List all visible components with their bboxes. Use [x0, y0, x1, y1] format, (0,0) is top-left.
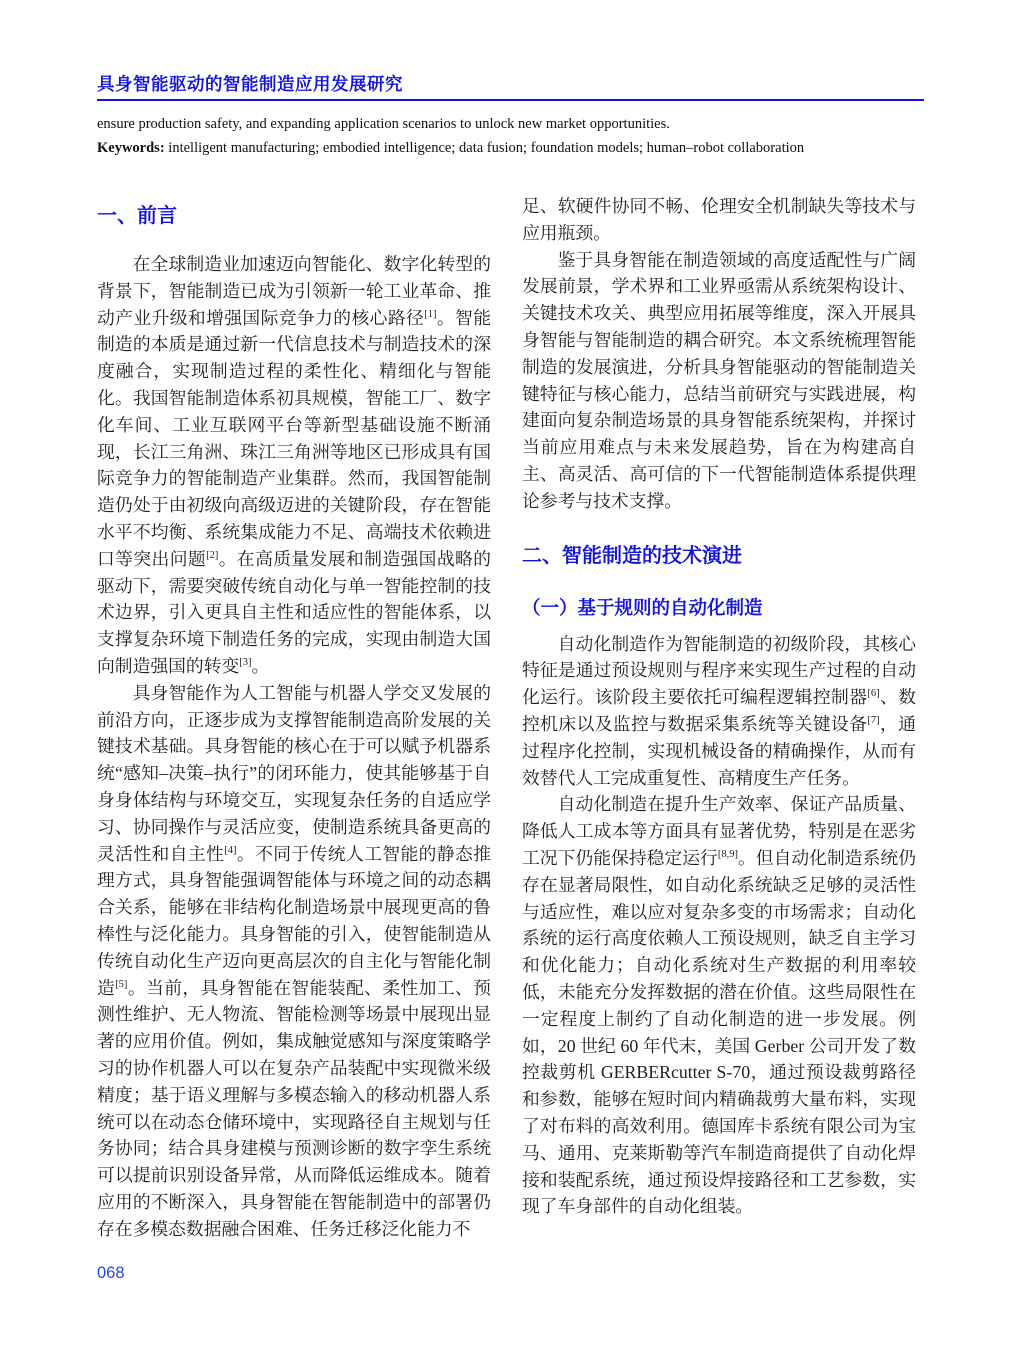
paragraph-continuation: 足、软硬件协同不畅、伦理安全机制缺失等技术与应用瓶颈。: [522, 196, 916, 243]
section-heading-intro: 一、前言: [97, 205, 177, 227]
running-head-title: 具身智能驱动的智能制造应用发展研究: [97, 74, 403, 94]
paragraph-automation-1: 自动化制造作为智能制造的初级阶段，其核心特征是通过预设规则与程序来实现生产过程的自动化运行。该阶段主要依托可编程逻辑控制器[6]、数控机床以及监控与数据采集系统等关键设备[7]，通过程序化控制，实现机械设备的精确操作，从而有效替代人工完成重复性、高精度生产任务。: [522, 633, 916, 788]
abstract-tail-line: ensure production safety, and expanding application scenarios to unlock new market opportunities.: [97, 116, 670, 132]
right-column: [522, 193, 916, 1220]
paragraph-automation-2: 自动化制造在提升生产效率、保证产品质量、降低人工成本等方面具有显著优势，特别是在恶劣工况下仍能保持稳定运行[8,9]。但自动化制造系统仍存在显著局限性，如自动化系统缺乏足够的灵活性与适应性，难以应对复杂多变的市场需求；自动化系统的运行高度依赖人工预设规则，缺乏自主学习和优化能力；自动化系统对生产数据的利用率较低，未能充分发挥数据的潜在价值。这些局限性在一定程度上制约了自动化制造的进一步发展。例如，20 世纪 60 年代末，美国 Gerber 公司开发了数控裁剪机 GERBERcutter S-70，通过预设裁剪路径和参数，能够在短时间内精确裁剪大量布料，实现了对布料的高效利用。德国库卡系统有限公司为宝马、通用、克莱斯勒等汽车制造商提供了自动化焊接和装配系统，通过预设焊接路径和工艺参数，实现了车身部件的自动化组装。: [522, 794, 916, 1217]
header-rule: [97, 99, 924, 101]
keywords-line: [97, 136, 927, 160]
section-heading-evolution: 二、智能制造的技术演进: [522, 544, 742, 567]
english-abstract-block: [97, 112, 927, 160]
paragraph-intro-2: 具身智能作为人工智能与机器人学交叉发展的前沿方向，正逐步成为支撑智能制造高阶发展的关键技术基础。具身智能的核心在于可以赋予机器系统“感知–决策–执行”的闭环能力，使其能够基于自身身体结构与环境交互，实现复杂任务的自适应学习、协同操作与灵活应变，使制造系统具备更高的灵活性和自主性[4]。不同于传统人工智能的静态推理方式，具身智能强调智能体与环境之间的动态耦合关系，能够在非结构化制造场景中展现更高的鲁棒性与泛化能力。具身智能的引入，使智能制造从传统自动化生产迈向更高层次的自主化与智能化制造[5]。当前，具身智能在智能装配、柔性加工、预测性维护、无人物流、智能检测等场景中展现出显著的应用价值。例如，集成触觉感知与深度策略学习的协作机器人可以在复杂产品装配中实现微米级精度；基于语义理解与多模态输入的移动机器人系统可以在动态仓储环境中，实现路径自主规划与任务协同；结合具身建模与预测诊断的数字孪生系统可以提前识别设备异常，从而降低运维成本。随着应用的不断深入，具身智能在智能制造中的部署仍存在多模态数据融合困难、任务迁移泛化能力不: [97, 682, 491, 1239]
left-column: [97, 198, 491, 1242]
paragraph-intro-3: 鉴于具身智能在制造领域的高度适配性与广阔发展前景，学术界和工业界亟需从系统架构设计、关键技术攻关、典型应用拓展等维度，深入开展具身智能与智能制造的耦合研究。本文系统梳理智能制造的发展演进，分析具身智能驱动的智能制造关键特征与核心能力，总结当前研究与实践进展，构建面向复杂制造场景的具身智能系统架构，并探讨当前应用难点与未来发展趋势，旨在为构建高自主、高灵活、高可信的下一代智能制造体系提供理论参考与技术支撑。: [522, 249, 916, 511]
paragraph-intro-1: 在全球制造业加速迈向智能化、数字化转型的背景下，智能制造已成为引领新一轮工业革命、推动产业升级和增强国际竞争力的核心路径[1]。智能制造的本质是通过新一代信息技术与制造技术的深度融合，实现制造过程的柔性化、精细化与智能化。我国智能制造体系初具规模，智能工厂、数字化车间、工业互联网平台等新型基础设施不断涌现，长江三角洲、珠江三角洲等地区已形成具有国际竞争力的智能制造产业集群。然而，我国智能制造仍处于由初级向高级迈进的关键阶段，存在智能水平不均衡、系统集成能力不足、高端技术依赖进口等突出问题[2]。在高质量发展和制造强国战略的驱动下，需要突破传统自动化与单一智能控制的技术边界，引入更具自主性和适应性的智能体系，以支撑复杂环境下制造任务的完成，实现由制造大国向制造强国的转变[3]。: [97, 254, 491, 676]
subsection-heading-rule-based: （一）基于规则的自动化制造: [522, 596, 763, 618]
keywords-text: intelligent manufacturing; embodied intelligence; data fusion; foundation models; human–robot collaboration: [164, 140, 805, 156]
keywords-label: Keywords:: [97, 140, 165, 156]
page-number: 068: [97, 1264, 125, 1282]
